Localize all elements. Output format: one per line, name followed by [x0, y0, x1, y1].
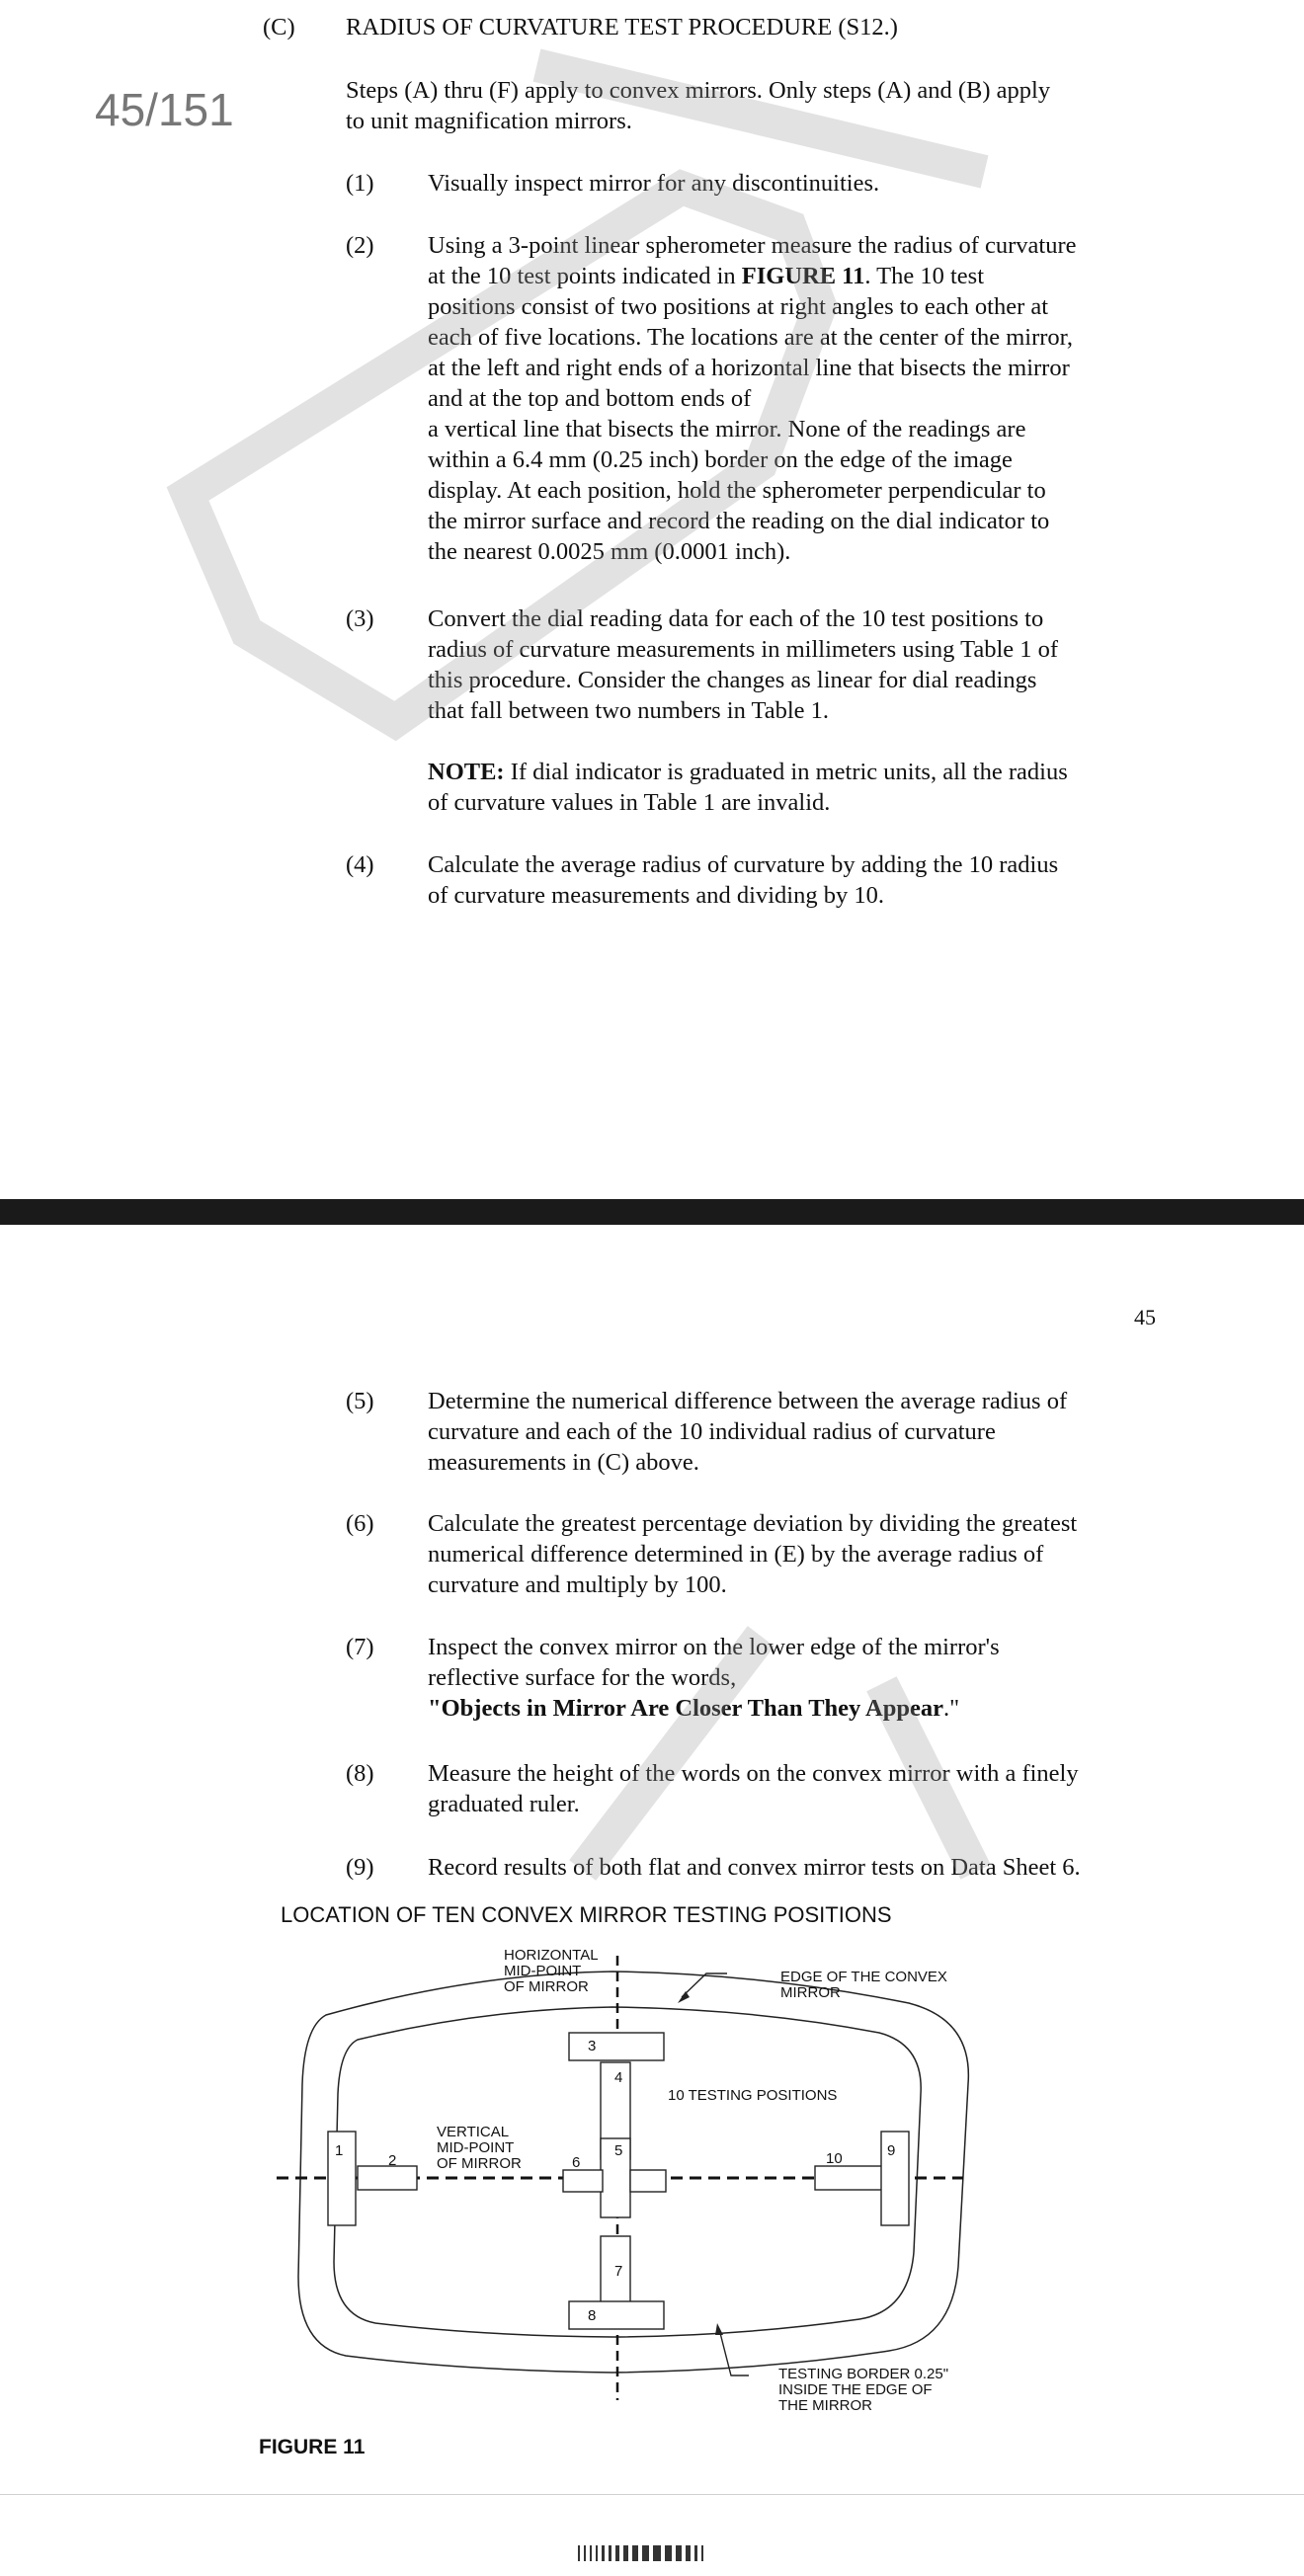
- label-line: EDGE OF THE CONVEX: [780, 1969, 947, 1985]
- position-number-3: 3: [588, 2038, 597, 2054]
- bottom-rule: [0, 2494, 1304, 2495]
- step-line: this procedure. Consider the changes as linear for dial readings: [428, 667, 1037, 693]
- step-line: within a 6.4 mm (0.25 inch) border on the edge of the image: [428, 446, 1013, 473]
- testing-positions-label: 10 TESTING POSITIONS: [668, 2087, 838, 2104]
- label-line: TESTING BORDER 0.25": [778, 2366, 949, 2382]
- page-scroller[interactable]: [578, 2542, 726, 2564]
- label-line: OF MIRROR: [504, 1978, 589, 1995]
- section-marker: (C): [263, 14, 295, 40]
- edge-label: [780, 1970, 947, 2001]
- step-line: the nearest 0.0025 mm (0.0001 inch).: [428, 538, 791, 565]
- step-line: graduated ruler.: [428, 1791, 580, 1817]
- quote-mark: .": [943, 1695, 960, 1722]
- position-number-1: 1: [335, 2142, 344, 2159]
- step-line: at the left and right ends of a horizontal line that bisects the mirror: [428, 355, 1070, 381]
- edge-pointer-arrow: [678, 1991, 690, 2003]
- step-number: (2): [346, 232, 374, 259]
- position-box-center: [630, 2170, 666, 2192]
- label-line: VERTICAL: [437, 2124, 510, 2140]
- step-line: numerical difference determined in (E) by the average radius of: [428, 1541, 1044, 1568]
- position-box-6: [563, 2170, 603, 2192]
- step-line: curvature and multiply by 100.: [428, 1571, 727, 1598]
- step-line: Convert the dial reading data for each of the 10 test positions to: [428, 605, 1044, 632]
- step-line: curvature and each of the 10 individual radius of curvature: [428, 1418, 996, 1445]
- intro-line: to unit magnification mirrors.: [346, 108, 632, 134]
- section-title: RADIUS OF CURVATURE TEST PROCEDURE (S12.): [346, 14, 898, 40]
- position-number-10: 10: [826, 2150, 843, 2167]
- position-number-6: 6: [572, 2154, 581, 2171]
- mirror-diagram: [267, 1936, 988, 2410]
- step-line: Using a 3-point linear spherometer measure the radius of curvature: [428, 232, 1077, 259]
- label-line: HORIZONTAL: [504, 1947, 599, 1964]
- label-line: THE MIRROR: [778, 2397, 872, 2414]
- step-number: (3): [346, 605, 374, 632]
- step-line: Record results of both flat and convex mirror tests on Data Sheet 6.: [428, 1854, 1081, 1881]
- position-number-8: 8: [588, 2307, 597, 2324]
- step-line: Visually inspect mirror for any discontinuities.: [428, 170, 880, 197]
- warning-phrase: Objects in Mirror Are Closer Than They Appear: [441, 1695, 943, 1722]
- label-line: MID-POINT: [504, 1963, 582, 1979]
- step-line-part: . The 10 test: [864, 263, 984, 289]
- position-number-9: 9: [887, 2142, 896, 2159]
- step-line: reflective surface for the words,: [428, 1664, 737, 1691]
- label-line: OF MIRROR: [437, 2155, 522, 2172]
- step-line: Determine the numerical difference between the average radius of: [428, 1388, 1068, 1414]
- label-line: MID-POINT: [437, 2139, 515, 2156]
- draft-watermark: [0, 0, 1304, 1195]
- intro-line: Steps (A) thru (F) apply to convex mirrors. Only steps (A) and (B) apply: [346, 77, 1051, 104]
- page-counter: 45/151: [95, 84, 234, 135]
- position-box-10: [815, 2166, 882, 2190]
- step-number: (9): [346, 1854, 374, 1881]
- quote-mark: ": [428, 1695, 442, 1722]
- position-number-2: 2: [388, 2152, 397, 2169]
- step-number: (5): [346, 1388, 374, 1414]
- step-line: of curvature measurements and dividing by 10.: [428, 882, 884, 909]
- border-pointer-arrow: [715, 2323, 723, 2335]
- position-box-3: [569, 2033, 664, 2060]
- horizontal-midpoint-label: [504, 1948, 599, 1995]
- step-line: radius of curvature measurements in millimeters using Table 1 of: [428, 636, 1059, 663]
- position-box-8: [569, 2301, 664, 2329]
- draft-watermark-2: [0, 1225, 1304, 1916]
- step-number: (4): [346, 851, 374, 878]
- position-number-5: 5: [614, 2142, 623, 2159]
- step-number: (8): [346, 1760, 374, 1787]
- step-line: positions consist of two positions at right angles to each other at: [428, 293, 1049, 320]
- page-number: 45: [1134, 1305, 1156, 1329]
- note-line: of curvature values in Table 1 are invalid.: [428, 789, 831, 816]
- note-label: NOTE:: [428, 759, 505, 785]
- figure-label: FIGURE 11: [259, 2436, 366, 2458]
- step-line: Calculate the average radius of curvature by adding the 10 radius: [428, 851, 1059, 878]
- step-line: each of five locations. The locations are at the center of the mirror,: [428, 324, 1073, 351]
- testing-border-label: [778, 2367, 948, 2414]
- step-line-part: at the 10 test points indicated in: [428, 263, 742, 289]
- step-line: display. At each position, hold the spherometer perpendicular to: [428, 477, 1046, 504]
- step-line: the mirror surface and record the reading on the dial indicator to: [428, 508, 1050, 534]
- position-number-7: 7: [614, 2263, 623, 2280]
- step-number: (1): [346, 170, 374, 197]
- step-number: (7): [346, 1634, 374, 1660]
- step-line: Inspect the convex mirror on the lower edge of the mirror's: [428, 1634, 1000, 1660]
- step-line: Measure the height of the words on the convex mirror with a finely: [428, 1760, 1079, 1787]
- figure-reference: FIGURE 11: [741, 263, 865, 289]
- step-line: that fall between two numbers in Table 1.: [428, 697, 830, 724]
- step-line: a vertical line that bisects the mirror. None of the readings are: [428, 416, 1026, 443]
- position-box-2: [358, 2166, 417, 2190]
- figure-title: LOCATION OF TEN CONVEX MIRROR TESTING POSITIONS: [281, 1902, 892, 1927]
- step-number: (6): [346, 1510, 374, 1537]
- step-line: measurements in (C) above.: [428, 1449, 699, 1476]
- step-line: Calculate the greatest percentage deviation by dividing the greatest: [428, 1510, 1078, 1537]
- vertical-midpoint-label: [437, 2125, 522, 2172]
- position-number-4: 4: [614, 2069, 623, 2086]
- label-line: INSIDE THE EDGE OF: [778, 2381, 933, 2398]
- step-line: and at the top and bottom ends of: [428, 385, 752, 412]
- page-divider: [0, 1199, 1304, 1225]
- label-line: MIRROR: [780, 1984, 841, 2001]
- note-text: If dial indicator is graduated in metric units, all the radius: [504, 759, 1068, 785]
